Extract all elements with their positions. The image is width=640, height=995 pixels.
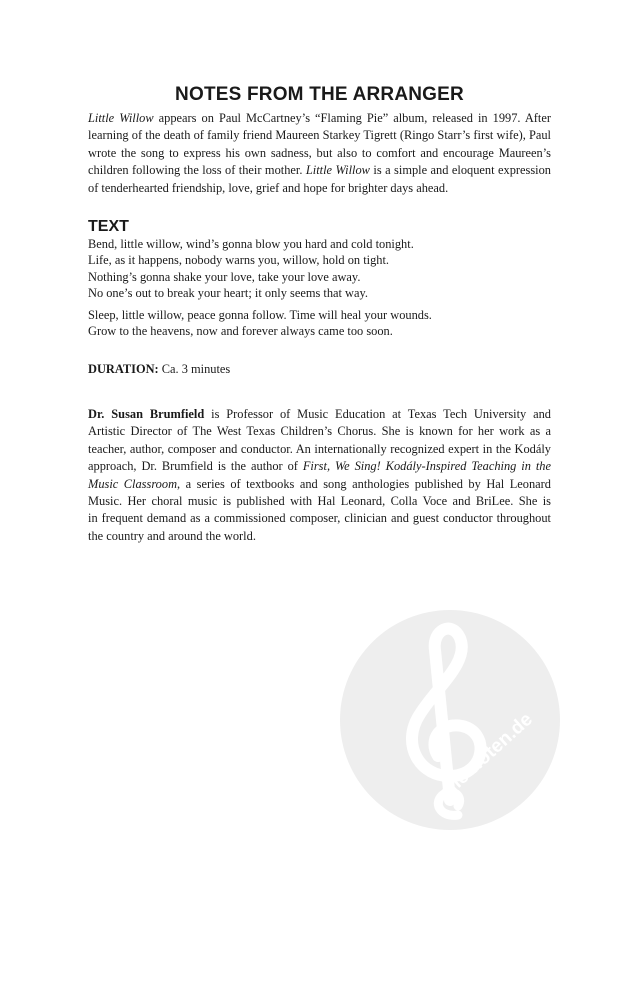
- duration-value: Ca. 3 minutes: [158, 362, 231, 376]
- intro-line: learning of the death of family friend Maureen Starkey Tigrett (Ringo Starr’s first wife), Paul: [88, 128, 551, 143]
- watermark-text: alle-noten.de: [435, 708, 537, 803]
- intro-line: Little Willow appears on Paul McCartney’s “Flaming Pie” album, released in 1997. After: [88, 111, 551, 125]
- bio-line: Music Classroom, a series of textbooks and song anthologies published by Hal Leonard: [88, 476, 551, 491]
- lyrics-stanza-1: [88, 236, 551, 302]
- book-title: Music Classroom: [88, 476, 178, 491]
- lyric-line: Sleep, little willow, peace gonna follow. Time will heal your wounds.: [88, 308, 432, 322]
- duration: [88, 361, 551, 378]
- bio-name: Dr. Susan Brumfield: [88, 407, 205, 421]
- book-title: First, We Sing! Kodály-Inspired Teaching in the: [302, 459, 551, 474]
- intro-line: wrote the song to express his own sadness, but also to comfort and encourage Maureen’s: [88, 145, 551, 160]
- bio-paragraph: [88, 406, 551, 545]
- bio-line: Artistic Director of The West Texas Children’s Chorus. She is known for her work as a: [88, 424, 551, 439]
- lyric-line: No one’s out to break your heart; it only seems that way.: [88, 286, 368, 301]
- bio-line: the country and around the world.: [88, 528, 256, 543]
- bio-line: approach, Dr. Brumfield is the author of First, We Sing! Kodály-Inspired Teaching in the: [88, 459, 551, 474]
- intro-line: children following the loss of their mother. Little Willow is a simple and eloquent expression: [88, 163, 551, 178]
- lyric-line: Life, as it happens, nobody warns you, willow, hold on tight.: [88, 253, 390, 268]
- intro-paragraph: [88, 110, 551, 197]
- duration-label: DURATION:: [88, 362, 159, 376]
- lyric-line: Bend, little willow, wind’s gonna blow you hard and cold tonight.: [88, 237, 414, 251]
- bio-line: Music. Her choral music is published with Hal Leonard, Colla Voce and BriLee. She is: [88, 494, 551, 509]
- text-heading: TEXT: [88, 218, 129, 235]
- intro-line: of tenderhearted friendship, love, grief and hope for brighter days ahead.: [88, 180, 449, 195]
- bio-line: teacher, author, composer and conductor. An internationally recognized expert in the Kodály: [88, 441, 551, 456]
- page-title: NOTES FROM THE ARRANGER: [175, 84, 464, 105]
- lyric-line: Grow to the heavens, now and forever always came too soon.: [88, 324, 393, 339]
- bio-line: Dr. Susan Brumfield is Professor of Music Education at Texas Tech University and: [88, 407, 552, 421]
- lyric-line: Nothing’s gonna shake your love, take your love away.: [88, 269, 361, 284]
- lyrics-stanza-2: [88, 307, 551, 340]
- watermark-logo: [340, 610, 560, 830]
- bio-line: in frequent demand as a commissioned composer, clinician and guest conductor throughout: [88, 511, 551, 526]
